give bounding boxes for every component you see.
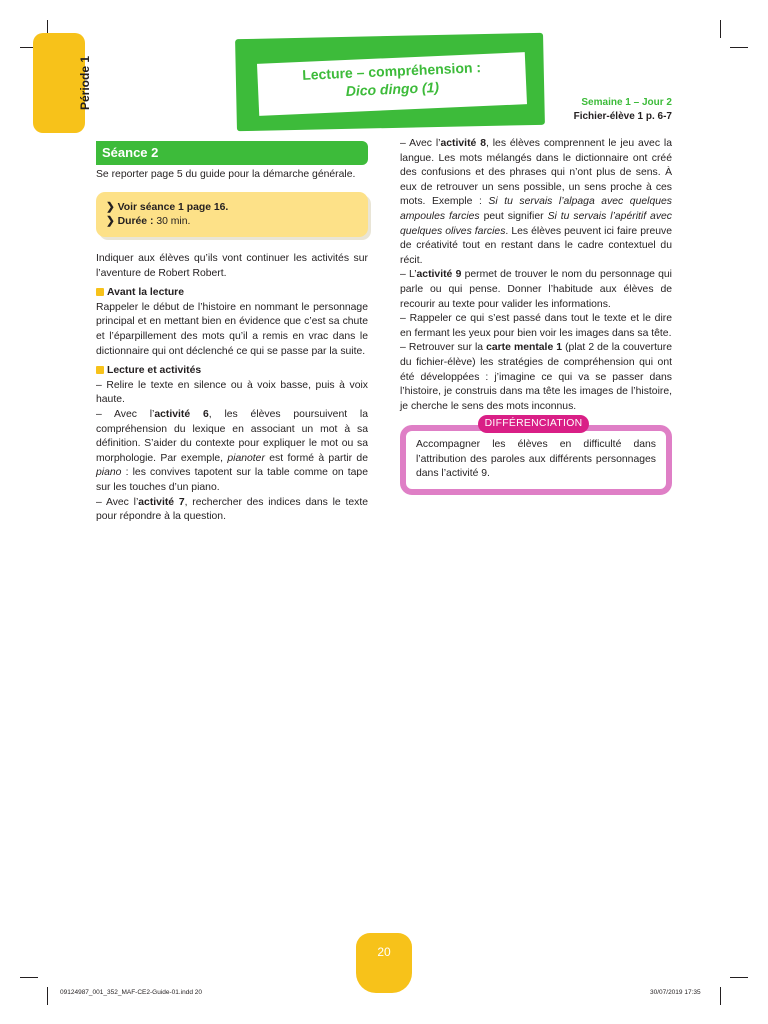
lecture-heading-label: Lecture et activités <box>107 365 202 377</box>
left-column-text <box>96 252 368 525</box>
right-item-1 <box>400 137 672 268</box>
reference-line-2 <box>106 215 190 229</box>
period-tab <box>33 33 92 133</box>
intro-paragraph: Indiquer aux élèves qu’ils vont continuer les activités sur l’aventure de Robert Robert. <box>96 253 368 279</box>
right-column-text <box>400 137 672 414</box>
text-fragment: (plat 2 de la couverture du fichier-élève) les stratégies de compréhension qui ont été développées : j’imagine ce qui va se passer dans l’histoire, je construis dans ma tête les images de l’histoire, je cherche le sens des mots inconnus. <box>400 342 672 412</box>
text-fragment: , rechercher des indices dans le texte pour répondre à la question. <box>96 496 368 523</box>
period-label: Période 1 <box>78 55 92 111</box>
duration-label: Durée : <box>117 216 154 227</box>
right-item-2 <box>400 268 672 312</box>
activity-ref: activité 7 <box>138 496 185 508</box>
crop-mark <box>730 977 748 978</box>
example-sentence: Si tu servais l’apéritif avec quelques olives farcies <box>400 210 672 237</box>
lecture-item-1: – Relire le texte en silence ou à voix basse, puis à voix haute. <box>96 379 368 406</box>
mind-map-ref: carte mentale 1 <box>486 342 563 354</box>
crop-mark <box>720 20 721 38</box>
text-fragment: : les convives tapotent sur la table comme on tape sur les touches d’un piano. <box>96 467 368 493</box>
text-fragment: – L’ <box>400 269 417 281</box>
lecture-item-2 <box>96 408 368 496</box>
avant-heading <box>96 286 368 301</box>
title-line-1: Lecture – compréhension : <box>301 59 482 83</box>
chevron-right-icon: ❯ <box>106 216 115 227</box>
crop-mark <box>730 47 748 48</box>
bullet-square-icon <box>96 366 104 374</box>
text-fragment: , les élèves comprennent le jeu avec la langue. Les mots mélangés dans le dictionnaire ont créé des confusions et des phrases qui n’ont plus de sens. À eux de retrouver un sens possible, un sens proche à ces mots. Exemple : <box>400 138 672 208</box>
right-item-4 <box>400 341 672 414</box>
activity-ref: activité 6 <box>154 408 209 420</box>
footer-file: 09124987_001_352_MAF-CE2-Guide-01.indd 20 <box>60 989 203 996</box>
text-fragment: – Avec l’ <box>400 138 441 149</box>
example-word: pianoter <box>227 452 265 464</box>
student-file-ref: Fichier-élève 1 p. 6-7 <box>573 111 672 122</box>
avant-heading-label: Avant la lecture <box>107 287 184 299</box>
title-story-name: Dico dingo (1) <box>345 78 440 100</box>
differenciation-text: Accompagner les élèves en difficulté dans l’attribution des paroles aux différents personnages dans l’activité 9. <box>416 439 656 480</box>
lecture-item-3 <box>96 496 368 525</box>
reference-box <box>96 192 368 237</box>
chevron-right-icon: ❯ <box>106 202 115 213</box>
text-fragment: peut signifier <box>479 210 548 222</box>
crop-mark <box>720 987 721 1005</box>
seance-heading: Séance 2 <box>96 141 368 165</box>
intro-text: Se reporter page 5 du guide pour la démarche générale. <box>96 169 356 180</box>
text-fragment: – Avec l’ <box>96 408 155 420</box>
week-day: Semaine 1 – Jour 2 <box>581 97 672 108</box>
activity-ref: activité 9 <box>416 269 462 281</box>
activity-ref: activité 8 <box>440 138 486 149</box>
crop-mark <box>47 987 48 1005</box>
text-fragment: – Retrouver sur la <box>400 342 487 354</box>
avant-text: Rappeler le début de l’histoire en nommant le personnage principal et en mettant bien en évidence que c’est sa chute et l’éparpillement des mots qu’il a remis en vrac dans le dictionnaire qui ont déclenché ce qui se passe par la suite. <box>96 301 368 357</box>
example-sentence: Si tu servais l’alpaga avec quelques ampoules farcies <box>400 196 672 222</box>
text-fragment: . Les élèves peuvent ici faire preuve de créativité tout en restant dans le cadre contextuel du récit. <box>400 225 672 266</box>
text-fragment: permet de trouver le nom du personnage qui parle ou qui pense. Donner l’habitude aux élèves de recourir au texte pour valider les informations. <box>400 269 672 310</box>
reference-seance: Voir séance 1 page 16. <box>117 202 229 213</box>
duration-value: 30 min. <box>156 216 191 227</box>
reference-line-1 <box>106 201 228 215</box>
week-info <box>574 96 672 124</box>
example-word: piano <box>96 467 122 479</box>
right-item-3: – Rappeler ce qui s’est passé dans tout le texte et le dire en fermant les yeux pour bien voir les images dans sa tête. <box>400 313 672 339</box>
crop-mark <box>20 977 38 978</box>
lecture-heading <box>96 364 368 379</box>
text-fragment: est formé à partir de <box>264 452 368 464</box>
page-number: 20 <box>356 933 412 993</box>
text-fragment: – Avec l’ <box>96 496 139 508</box>
seance-intro <box>96 168 368 183</box>
bullet-square-icon <box>96 288 104 296</box>
differenciation-tag: DIFFÉRENCIATION <box>478 415 589 433</box>
footer-date: 30/07/2019 17:35 <box>650 989 701 996</box>
text-fragment: , les élèves poursuivent la compréhension du lexique en associant un mot à sa définition. S’aider du contexte pour expliquer le mot ou sa morphologie. Par exemple, <box>96 408 369 464</box>
